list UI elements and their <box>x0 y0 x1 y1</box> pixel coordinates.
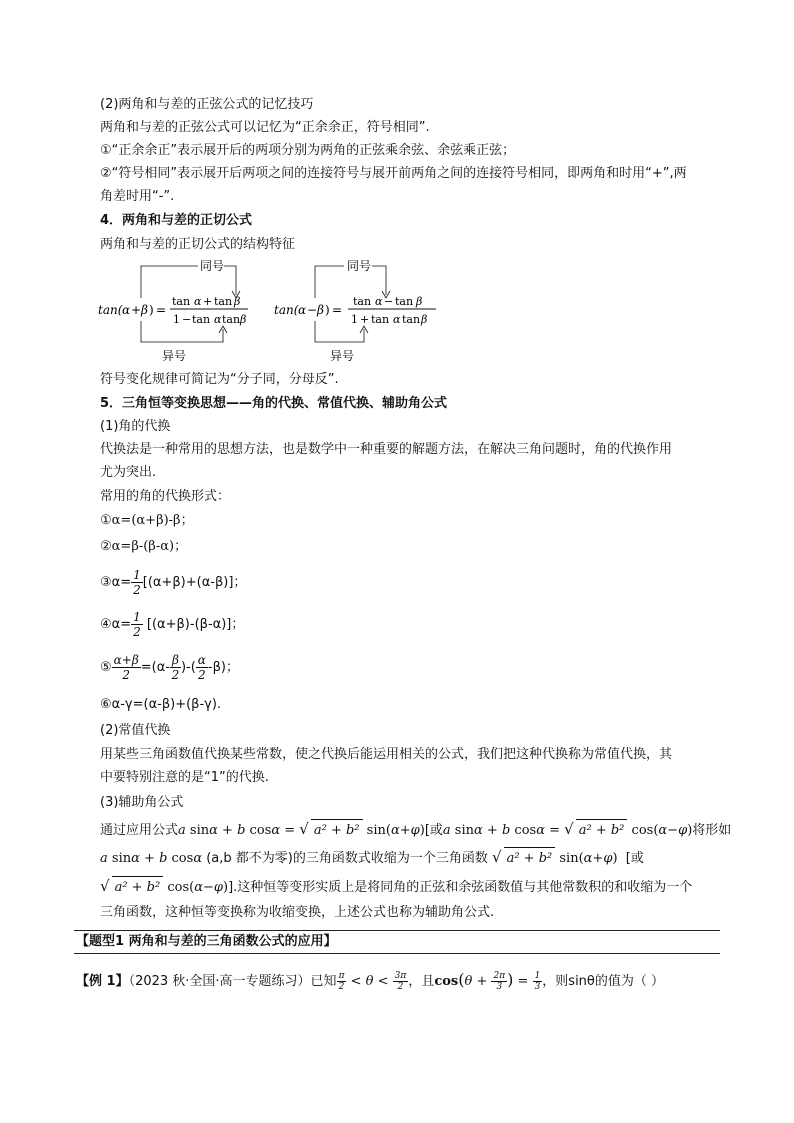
svg-text:tan(: tan( <box>274 303 299 317</box>
svg-text:β: β <box>240 313 247 326</box>
form-3 <box>100 568 246 598</box>
sec5-p3c: √ a² + b² cos(α−φ)].这种恒等变形实质上是将同角的正弦和余弦函数值与其他常数积的和收缩为一个 <box>100 875 692 899</box>
sec5-p2a: 用某些三角函数值代换某些常数，使之代换后能运用相关的公式，我们把这种代换称为常值代换，其 <box>100 747 673 762</box>
form-5-suffix: -β)； <box>207 660 239 675</box>
svg-text:β: β <box>234 295 241 308</box>
sec5-p3b: a sinα + b cosα (a,b 都不为零)的三角函数式收缩为一个三角函数 √ a² + b² sin(α+φ) [或 <box>100 846 644 870</box>
svg-text:α: α <box>375 295 383 308</box>
form-5-frac-alpha: $\frac{\alpha}{2}$ <box>197 653 206 682</box>
svg-text:tan: tan <box>214 295 233 308</box>
svg-text:α: α <box>298 303 307 317</box>
form-4-suffix: [(α+β)-(β-α)]； <box>146 617 245 632</box>
form-5-frac-sum: $\frac{\alpha+\beta}{2}$ <box>113 653 139 682</box>
sec5-p1b: 尤为突出. <box>100 465 157 480</box>
svg-text:tan: tan <box>222 313 241 326</box>
example-1: 【例 1】（2023 秋·全国·高一专题练习）已知 $\frac{\pi}{2}$ < θ < $\frac{3\pi}{2}$ ，且cos(θ + $\frac{2\pi}{3}$ ) = $\frac{1}{3}$ ，则sinθ的值为（ ） <box>76 970 665 992</box>
svg-text:=: = <box>156 303 167 317</box>
sec5-p1a: 代换法是一种常用的思想方法，也是数学中一种重要的解题方法，在解决三角问题时，角的代换作用 <box>100 442 673 457</box>
form-4-prefix: ④α= <box>100 617 132 632</box>
sec5-forms-label: 常用的角的代换形式： <box>100 489 231 504</box>
p3b-mid: (a,b 都不为零)的三角函数式收缩为一个三角函数 <box>206 851 488 866</box>
form-2: ②α=β-(β-α)； <box>100 539 188 554</box>
svg-text:−: − <box>384 295 394 308</box>
form-3-prefix: ③α= <box>100 575 132 590</box>
sec5-p3d: 三角函数，这种恒等变换称为收缩变换，上述公式也称为辅助角公式. <box>100 905 495 920</box>
svg-text:tan(: tan( <box>98 303 123 317</box>
sec5-p3a: 通过应用公式a sinα + b cosα = √ a² + b² sin(α+φ)[或a sinα + b cosα = √ a² + b² cos(α−φ)将形如 <box>100 818 731 842</box>
sec4-line1: 两角和与差的正切公式的结构特征 <box>100 237 296 252</box>
aux-formula-2: a <box>442 823 451 838</box>
sec4-heading: 4．两角和与差的正切公式 <box>100 213 253 228</box>
form-3-half: $\frac{1}{2}$ <box>133 568 141 597</box>
svg-text:tan: tan <box>395 295 414 308</box>
p3c-post: ].这种恒等变形实质上是将同角的正弦和余弦函数值与其他常数积的和收缩为一个 <box>228 880 693 895</box>
sec5-p2b: 中要特别注意的是“1”的代换. <box>100 770 269 785</box>
right-same-sign-label: 同号 <box>347 259 372 273</box>
svg-text:=: = <box>332 303 343 317</box>
svg-text:α: α <box>393 313 401 326</box>
form-4-half: $\frac{1}{2}$ <box>133 610 141 639</box>
svg-text:tan: tan <box>371 313 390 326</box>
svg-text:−: − <box>182 313 192 326</box>
form-6: ⑥α-γ=(α-β)+(β-γ). <box>100 697 222 712</box>
sec4-summary: 符号变化规律可简记为“分子同，分母反”. <box>100 372 339 387</box>
tangent-structure-diagram <box>98 258 448 368</box>
form-4 <box>100 610 244 640</box>
svg-text:tan: tan <box>402 313 421 326</box>
sec5-sub3: (3)辅助角公式 <box>100 795 184 810</box>
example-1-source: （2023 秋·全国·高一专题练习）已知 <box>128 974 337 989</box>
frac-pi-over-2: $\frac{\pi}{2}$ <box>338 971 345 992</box>
svg-text:1: 1 <box>173 313 180 326</box>
svg-text:α: α <box>194 295 202 308</box>
svg-text:1: 1 <box>351 313 358 326</box>
form-5-prefix: ⑤ <box>100 660 112 675</box>
svg-text:β: β <box>141 303 148 317</box>
frac-1-over-3: $\frac{1}{3}$ <box>534 971 541 992</box>
frac-2pi-over-3: $\frac{2\pi}{3}$ <box>493 971 506 992</box>
right-diff-sign-label: 异号 <box>330 349 355 363</box>
question-type-title: 【题型1 两角和与差的三角函数公式的应用】 <box>76 934 337 949</box>
form-1: ①α=(α+β)-β； <box>100 513 194 528</box>
sec2-item2b: 角差时用“-”. <box>100 189 175 204</box>
svg-text:+: + <box>131 303 142 317</box>
form-5-mid: =(α- <box>140 660 170 675</box>
svg-text:α: α <box>214 313 222 326</box>
left-diff-sign-label: 异号 <box>162 349 187 363</box>
tan-sum-formula <box>98 295 248 326</box>
aux-formula-1: a <box>178 823 186 838</box>
tan-diff-formula <box>274 295 436 326</box>
svg-text:α: α <box>122 303 131 317</box>
svg-text:): ) <box>149 303 154 317</box>
example-1-ask: ，则sinθ的值为（ ） <box>542 974 665 989</box>
sec2-item2a: ②“符号相同”表示展开后两项之间的连接符号与展开前两角之间的连接符号相同，即两角和时用“+”,两 <box>100 166 687 181</box>
svg-text:tan: tan <box>172 295 191 308</box>
sec2-line1: 两角和与差的正弦公式可以记忆为“正余余正，符号相同”. <box>100 120 430 135</box>
form-3-suffix: [(α+β)+(α-β)]； <box>142 575 247 590</box>
svg-text:−: − <box>307 303 318 317</box>
form-5 <box>100 652 239 684</box>
sec5-heading: 5．三角恒等变换思想——角的代换、常值代换、辅助角公式 <box>100 396 448 411</box>
form-5-frac-beta: $\frac{\beta}{2}$ <box>171 653 180 682</box>
svg-text:β: β <box>416 295 423 308</box>
svg-text:+: + <box>360 313 370 326</box>
example-1-cond2: ，且 <box>408 974 435 989</box>
form-5-mid2: )-( <box>180 660 196 675</box>
sec2-item1: ①“正余余正”表示展开后的两项分别为两角的正弦乘余弦、余弦乘正弦； <box>100 143 516 158</box>
sec2-heading: (2)两角和与差的正弦公式的记忆技巧 <box>100 97 314 112</box>
question-type-title-band <box>74 930 720 954</box>
sec5-sub2: (2)常值代换 <box>100 723 171 738</box>
svg-text:tan: tan <box>192 313 211 326</box>
svg-text:): ) <box>325 303 330 317</box>
p3a-pre: 通过应用公式 <box>100 823 179 838</box>
example-1-label: 【例 1】 <box>76 974 129 989</box>
left-same-sign-label: 同号 <box>200 259 225 273</box>
svg-text:+: + <box>203 295 213 308</box>
svg-text:β: β <box>317 303 324 317</box>
p3a-post: 将形如 <box>692 823 732 838</box>
frac-3pi-over-2: $\frac{3\pi}{2}$ <box>394 971 407 992</box>
svg-text:tan: tan <box>353 295 372 308</box>
sec5-sub1: (1)角的代换 <box>100 419 171 434</box>
aux-expression: a <box>100 851 108 866</box>
svg-text:β: β <box>421 313 428 326</box>
p3b-post: [或 <box>625 851 644 866</box>
p3a-mid: [或 <box>424 823 443 838</box>
